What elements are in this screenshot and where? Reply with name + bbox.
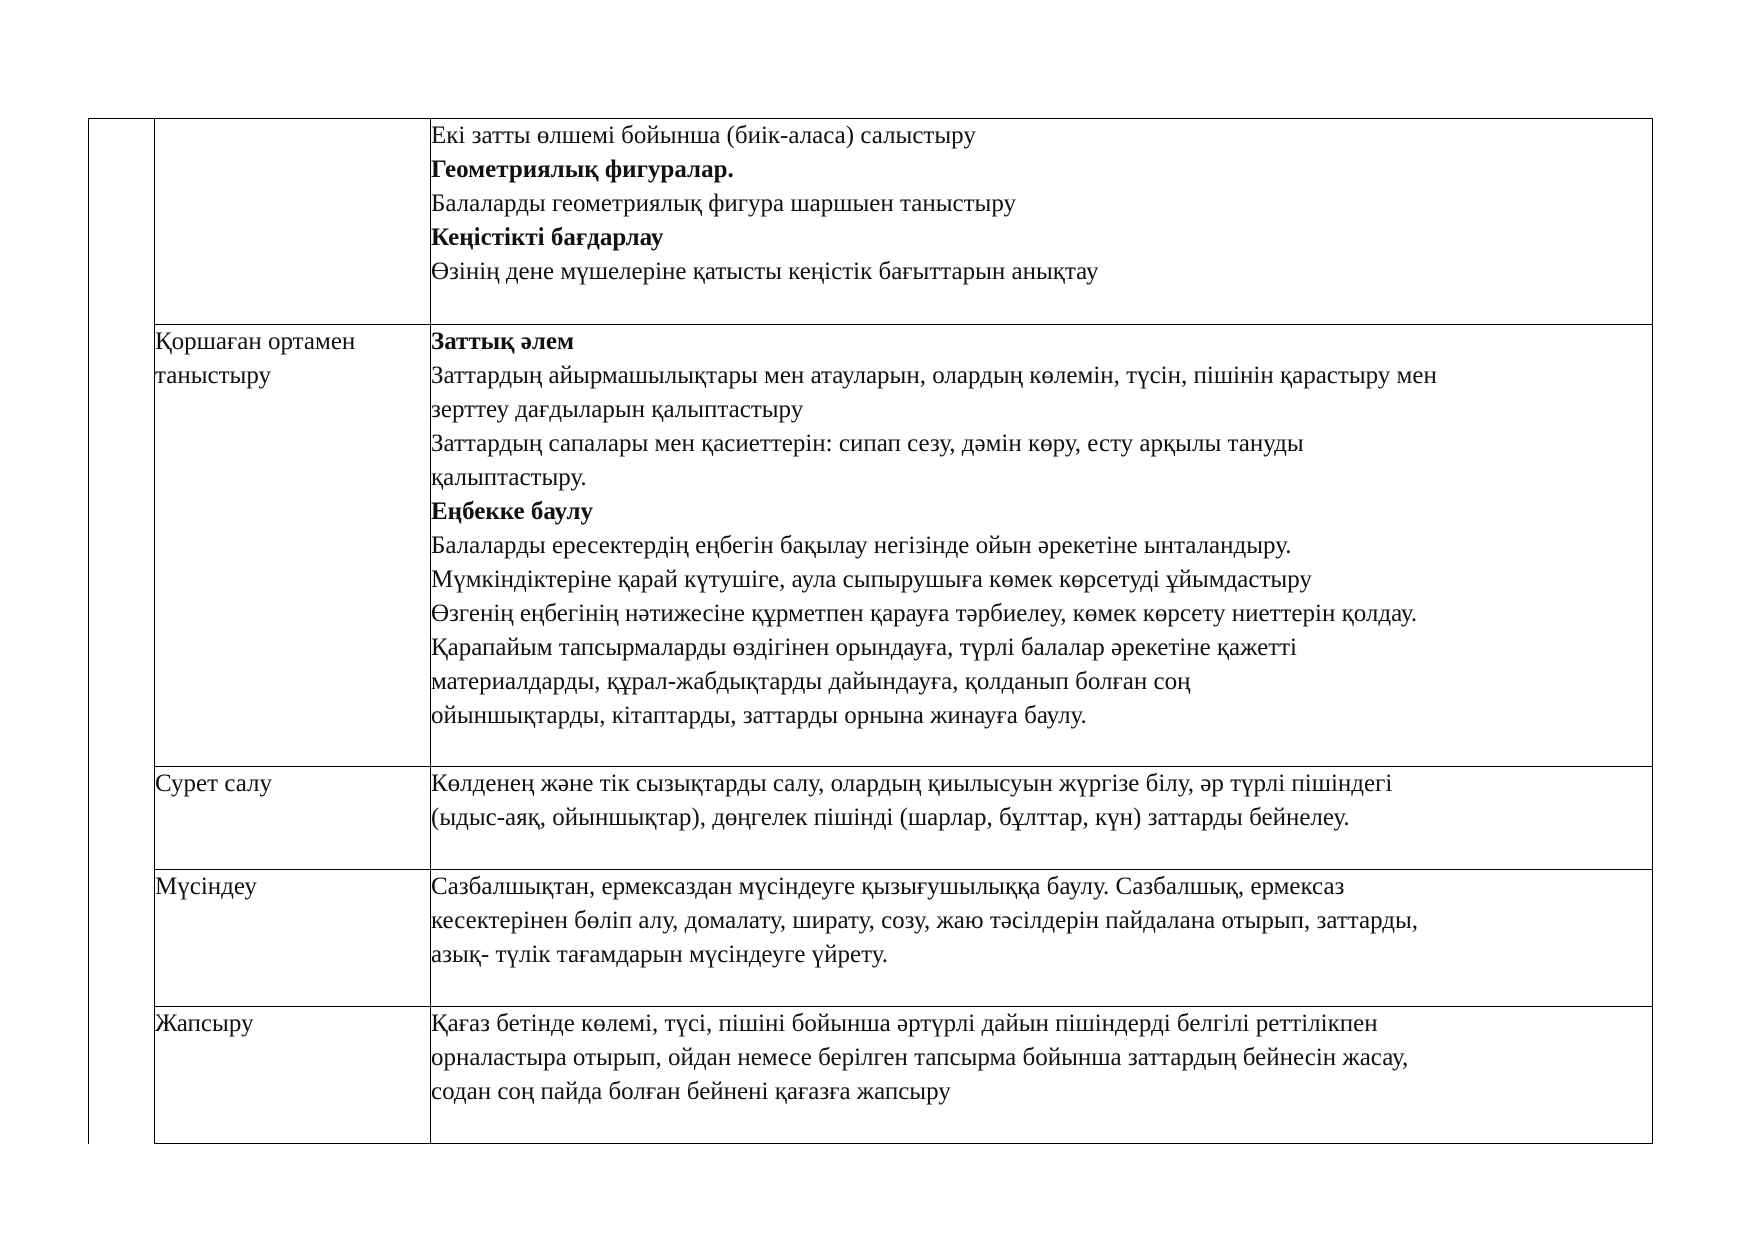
content-line: Екі затты өлшемі бойынша (биік-аласа) салыстыру	[431, 122, 976, 149]
empty-margin-cell	[89, 119, 155, 1144]
section-heading: Еңбекке баулу	[431, 498, 594, 525]
section-heading: Кеңістікті бағдарлау	[431, 224, 664, 251]
content-line: (ыдыс-аяқ, ойыншықтар), дөңгелек пішінді (шарлар, бұлттар, күн) заттарды бейнелеу.	[431, 804, 1350, 831]
content-line: зерттеу дағдыларын қалыптастыру	[431, 396, 804, 423]
subject-cell	[155, 870, 431, 1007]
content-cell	[431, 870, 1653, 1007]
content-line: Қарапайым тапсырмаларды өздігінен орындауға, түрлі балалар әрекетіне қажетті	[431, 634, 1297, 661]
content-line: Балаларды геометриялық фигура шаршыен таныстыру	[431, 190, 1016, 217]
subject-cell	[155, 1007, 431, 1144]
curriculum-table	[88, 118, 1653, 1144]
content-line: Заттардың сапалары мен қасиеттерін: сипап сезу, дәмін көру, есту арқылы тануды	[431, 430, 1304, 457]
content-line: Сазбалшықтан, ермексаздан мүсіндеуге қызығушылыққа баулу. Сазбалшық, ермексаз	[431, 873, 1345, 900]
content-line: Қағаз бетінде көлемі, түсі, пішіні бойынша әртүрлі дайын пішіндерді белгілі реттілікпен	[431, 1010, 1378, 1037]
table-row	[89, 1007, 1653, 1144]
subject-label-line: Жапсыру	[155, 1010, 254, 1037]
content-line: орналастыра отырып, ойдан немесе берілген тапсырма бойынша заттардың бейнесін жасау,	[431, 1044, 1409, 1071]
section-heading: Геометриялық фигуралар.	[431, 156, 734, 183]
subject-cell	[155, 767, 431, 870]
content-cell	[431, 767, 1653, 870]
subject-label-line: Мүсіндеу	[155, 873, 257, 900]
table-row	[89, 767, 1653, 870]
content-line: азық- түлік тағамдарын мүсіндеуге үйрету.	[431, 941, 888, 968]
content-line: Заттардың айырмашылықтары мен атауларын, олардың көлемін, түсін, пішінін қарастыру мен	[431, 362, 1437, 389]
subject-cell	[155, 119, 431, 325]
table-row	[89, 325, 1653, 767]
content-line: Мүмкіндіктеріне қарай күтушіге, аула сыпырушыға көмек көрсетуді ұйымдастыру	[431, 566, 1312, 593]
content-line: Балаларды ересектердің еңбегін бақылау негізінде ойын әрекетіне ынталандыру.	[431, 532, 1292, 559]
table-row	[89, 119, 1653, 325]
table-row	[89, 870, 1653, 1007]
subject-label-line: таныстыру	[155, 362, 271, 389]
content-cell	[431, 325, 1653, 767]
content-cell	[431, 119, 1653, 325]
subject-cell	[155, 325, 431, 767]
content-cell	[431, 1007, 1653, 1144]
section-heading: Заттық әлем	[431, 328, 575, 355]
content-line: ойыншықтарды, кітаптарды, заттарды орнына жинауға баулу.	[431, 702, 1087, 729]
table-body	[89, 119, 1653, 1144]
content-line: содан соң пайда болған бейнені қағазға жапсыру	[431, 1078, 951, 1105]
content-line: Өзінің дене мүшелеріне қатысты кеңістік бағыттарын анықтау	[431, 258, 1099, 285]
content-line: материалдарды, құрал-жабдықтарды дайындауға, қолданып болған соң	[431, 668, 1191, 695]
content-line: Өзгенің еңбегінің нәтижесіне құрметпен қарауға тәрбиелеу, көмек көрсету ниеттерін қолдау.	[431, 600, 1418, 627]
content-line: кесектерінен бөліп алу, домалату, ширату, созу, жаю тәсілдерін пайдалана отырып, заттарды,	[431, 907, 1419, 934]
content-line: қалыптастыру.	[431, 464, 587, 491]
subject-label-line: Қоршаған ортамен	[155, 328, 356, 355]
subject-label-line: Сурет салу	[155, 770, 273, 797]
content-line: Көлденең және тік сызықтарды салу, олардың қиылысуын жүргізе білу, әр түрлі пішіндегі	[431, 770, 1393, 797]
